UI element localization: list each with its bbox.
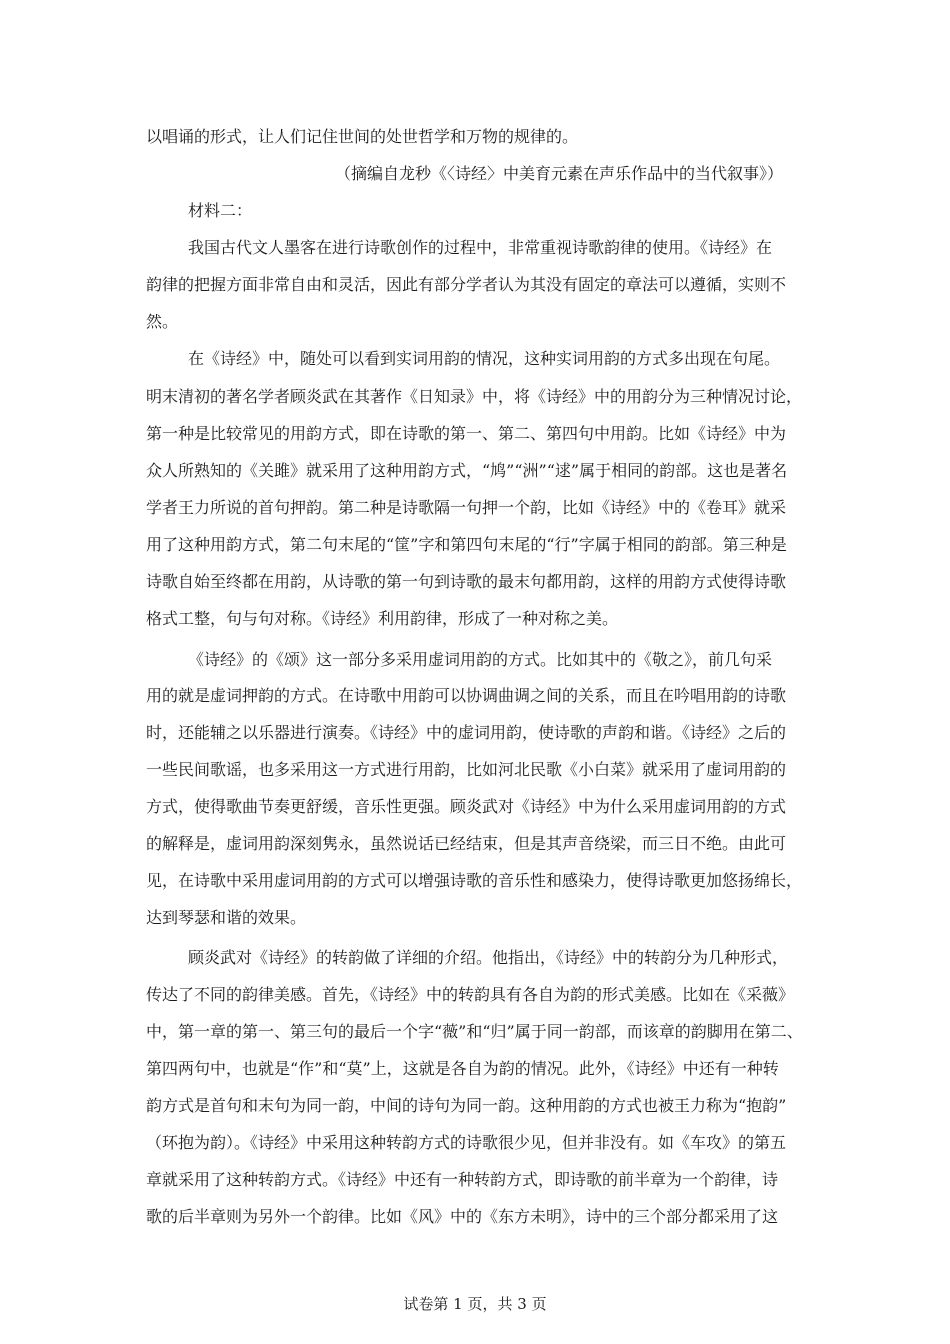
paragraph-line: 的解释是，虚词用韵深刻隽永，虽然说话已经结束，但是其声音绕梁，而三日不绝。由此可: [146, 834, 787, 853]
paragraph-line: 顾炎武对《诗经》的转韵做了详细的介绍。他指出，《诗经》中的转韵分为几种形式，: [188, 948, 789, 967]
paragraph-line: 见，在诗歌中采用虚词用韵的方式可以增强诗歌的音乐性和感染力，使得诗歌更加悠扬绵长，: [146, 871, 803, 890]
paragraph-line: 用的就是虚词押韵的方式。在诗歌中用韵可以协调曲调之间的关系，而且在吟唱用韵的诗歌: [146, 686, 787, 705]
paragraph-line: 章就采用了这种转韵方式。《诗经》中还有一种转韵方式，即诗歌的前半章为一个韵律，诗: [146, 1170, 779, 1189]
paragraph-line: 传达了不同的韵律美感。首先，《诗经》中的转韵具有各自为韵的形式美感。比如在《采薇》: [146, 985, 795, 1004]
paragraph-line: 我国古代文人墨客在进行诗歌创作的过程中，非常重视诗歌韵律的使用。《诗经》在: [188, 238, 773, 257]
material-heading: 材料二：: [188, 201, 253, 220]
source-citation: （摘编自龙秒《〈诗经〉中美育元素在声乐作品中的当代叙事》）: [335, 164, 784, 183]
paragraph-line: （环抱为韵）。《诗经》中采用这种转韵方式的诗歌很少见，但并非没有。如《车攻》的第五: [146, 1133, 787, 1152]
paragraph-line: 然。: [146, 312, 179, 331]
page-footer: 试卷第 1 页，共 3 页: [403, 1295, 547, 1313]
paragraph-line: 方式，使得歌曲节奏更舒缓，音乐性更强。顾炎武对《诗经》中为什么采用虚词用韵的方式: [146, 797, 787, 816]
paragraph-line: 在《诗经》中，随处可以看到实词用韵的情况，这种实词用韵的方式多出现在句尾。: [188, 349, 781, 368]
paragraph-line: 一些民间歌谣，也多采用这一方式进行用韵，比如河北民歌《小白菜》就采用了虚词用韵的: [146, 760, 787, 779]
paragraph-line: 《诗经》的《颂》这一部分多采用虚词用韵的方式。比如其中的《敬之》，前几句采: [188, 650, 773, 669]
paragraph-line: 格式工整，句与句对称。《诗经》利用韵律，形成了一种对称之美。: [146, 609, 619, 628]
paragraph-line: 达到琴瑟和谐的效果。: [146, 908, 307, 927]
paragraph-line: 诗歌自始至终都在用韵，从诗歌的第一句到诗歌的最末句都用韵，这样的用韵方式使得诗歌: [146, 572, 787, 591]
paragraph-line: 明末清初的著名学者顾炎武在其著作《日知录》中，将《诗经》中的用韵分为三种情况讨论，: [146, 387, 803, 406]
paragraph-line: 第四两句中，也就是“作”和“莫”上，这就是各自为韵的情况。此外，《诗经》中还有一种转: [146, 1059, 779, 1078]
paragraph-line: 歌的后半章则为另外一个韵律。比如《风》中的《东方未明》，诗中的三个部分都采用了这: [146, 1207, 779, 1226]
paragraph-line: 众人所熟知的《关雎》就采用了这种用韵方式，“鸠”“洲”“逑”属于相同的韵部。这也是著名: [146, 461, 788, 480]
paragraph-line: 韵方式是首句和末句为同一韵，中间的诗句为同一韵。这种用韵的方式也被王力称为“抱韵”: [146, 1096, 787, 1115]
paragraph-line: 韵律的把握方面非常自由和灵活，因此有部分学者认为其没有固定的章法可以遵循，实则不: [146, 275, 787, 294]
paragraph-line: 时，还能辅之以乐器进行演奏。《诗经》中的虚词用韵，使诗歌的声韵和谐。《诗经》之后的: [146, 723, 787, 742]
paragraph-line: 学者王力所说的首句押韵。第二种是诗歌隔一句押一个韵，比如《诗经》中的《卷耳》就采: [146, 498, 787, 517]
paragraph-line: 用了这种用韵方式，第二句末尾的“筐”字和第四句末尾的“行”字属于相同的韵部。第三种是: [146, 535, 787, 554]
paragraph-line: 第一种是比较常见的用韵方式，即在诗歌的第一、第二、第四句中用韵。比如《诗经》中为: [146, 424, 787, 443]
paragraph-line: 中，第一章的第一、第三句的最后一个字“薇”和“归”属于同一韵部，而该章的韵脚用在第二、: [146, 1022, 803, 1041]
intro-tail-line: 以唱诵的形式，让人们记住世间的处世哲学和万物的规律的。: [146, 127, 579, 146]
